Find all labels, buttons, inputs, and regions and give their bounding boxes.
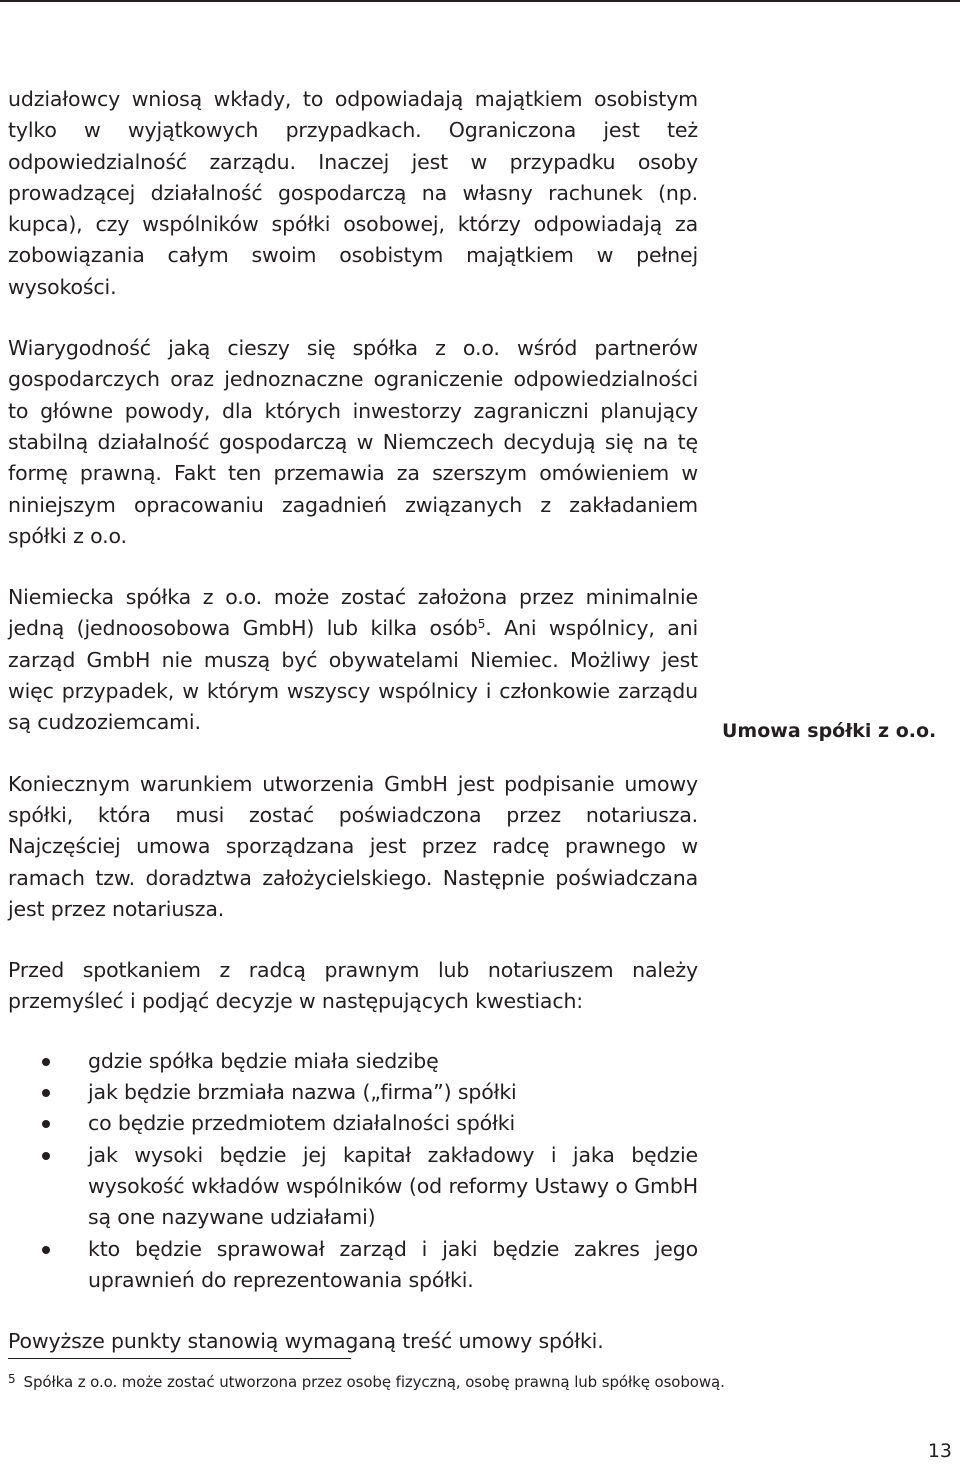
bullet-icon bbox=[42, 1058, 50, 1066]
footnote bbox=[8, 1367, 725, 1394]
list-item-text: kto będzie sprawował zarząd i jaki będzie zakres jego uprawnień do reprezentowania spółki. bbox=[88, 1236, 698, 1292]
paragraph-liability: udziałowcy wniosą wkłady, to odpowiadają majątkiem osobistym tylko w wyjątkowych przypadkach. Ograniczona jest też odpowiedzialność zarządu. Inaczej jest w przypadku osoby prowadzącej działalność gospodarczą na własny rachunek (np. kupca), czy wspólników spółki osobowej, którzy odpowiadają za zobowiązania całym swoim osobistym majątkiem w pełnej wysokości. bbox=[8, 87, 698, 299]
list-item bbox=[8, 1140, 698, 1234]
paragraph-articles-of-association: Koniecznym warunkiem utworzenia GmbH jest podpisanie umowy spółki, która musi zostać poświadczona przez notariusza. Najczęściej umowa sporządzana jest przez radcę prawnego w ramach tzw. doradztwa założycielskiego. Następnie poświadczana jest przez notariusza. bbox=[8, 771, 698, 921]
bullet-icon bbox=[42, 1120, 50, 1128]
list-item-text: co będzie przedmiotem działalności spółki bbox=[88, 1111, 516, 1136]
list-item bbox=[8, 1108, 698, 1139]
bullet-icon bbox=[42, 1089, 50, 1097]
top-rule bbox=[0, 0, 960, 2]
footnote-reference[interactable]: 5 bbox=[477, 617, 486, 632]
list-item-text: jak wysoki będzie jej kapitał zakładowy i jaka będzie wysokość wkładów wspólników (od reformy Ustawy o GmbH są one nazywane udziałami) bbox=[88, 1142, 698, 1230]
paragraph-conclusion: Powyższe punkty stanowią wymaganą treść umowy spółki. bbox=[8, 1329, 604, 1354]
footnote-divider bbox=[8, 1358, 351, 1359]
list-item-text: jak będzie brzmiała nazwa („firma”) spółki bbox=[88, 1080, 517, 1105]
paragraph-decisions-intro: Przed spotkaniem z radcą prawnym lub notariuszem należy przemyśleć i podjąć decyzje w następujących kwestiach: bbox=[8, 958, 698, 1014]
list-item bbox=[8, 1046, 698, 1077]
bullet-icon bbox=[42, 1246, 50, 1254]
paragraph-founders bbox=[8, 582, 698, 738]
list-item bbox=[8, 1077, 698, 1108]
paragraph-founders-text-start: Niemiecka spółka z o.o. może zostać założona przez minimalnie jedną (jednoosobowa GmbH) lub kilka osób bbox=[8, 585, 698, 641]
footnote-number: 5 bbox=[8, 1372, 16, 1386]
decisions-bullet-list bbox=[8, 1046, 698, 1296]
footnote-text: Spółka z o.o. może zostać utworzona przez osobę fizyczną, osobę prawną lub spółkę osobową. bbox=[23, 1373, 725, 1391]
margin-heading: Umowa spółki z o.o. bbox=[722, 720, 937, 742]
main-text-column bbox=[8, 84, 698, 1357]
paragraph-credibility: Wiarygodność jaką cieszy się spółka z o.o. wśród partnerów gospodarczych oraz jednoznaczne ograniczenie odpowiedzialności to główne powody, dla których inwestorzy zagraniczni planujący stabilną działalność gospodarczą w Niemczech decydują się na tę formę prawną. Fakt ten przemawia za szerszym omówieniem w niniejszym opracowaniu zagadnień związanych z zakładaniem spółki z o.o. bbox=[8, 336, 698, 548]
paragraph-founders-text-end: . Ani wspólnicy, ani zarząd GmbH nie muszą być obywatelami Niemiec. Możliwy jest więc przypadek, w którym wszyscy wspólnicy i członkowie zarządu są cudzoziemcami. bbox=[8, 616, 698, 735]
page-number: 13 bbox=[927, 1440, 952, 1462]
list-item bbox=[8, 1234, 698, 1297]
list-item-text: gdzie spółka będzie miała siedzibę bbox=[88, 1048, 439, 1073]
bullet-icon bbox=[42, 1152, 50, 1160]
